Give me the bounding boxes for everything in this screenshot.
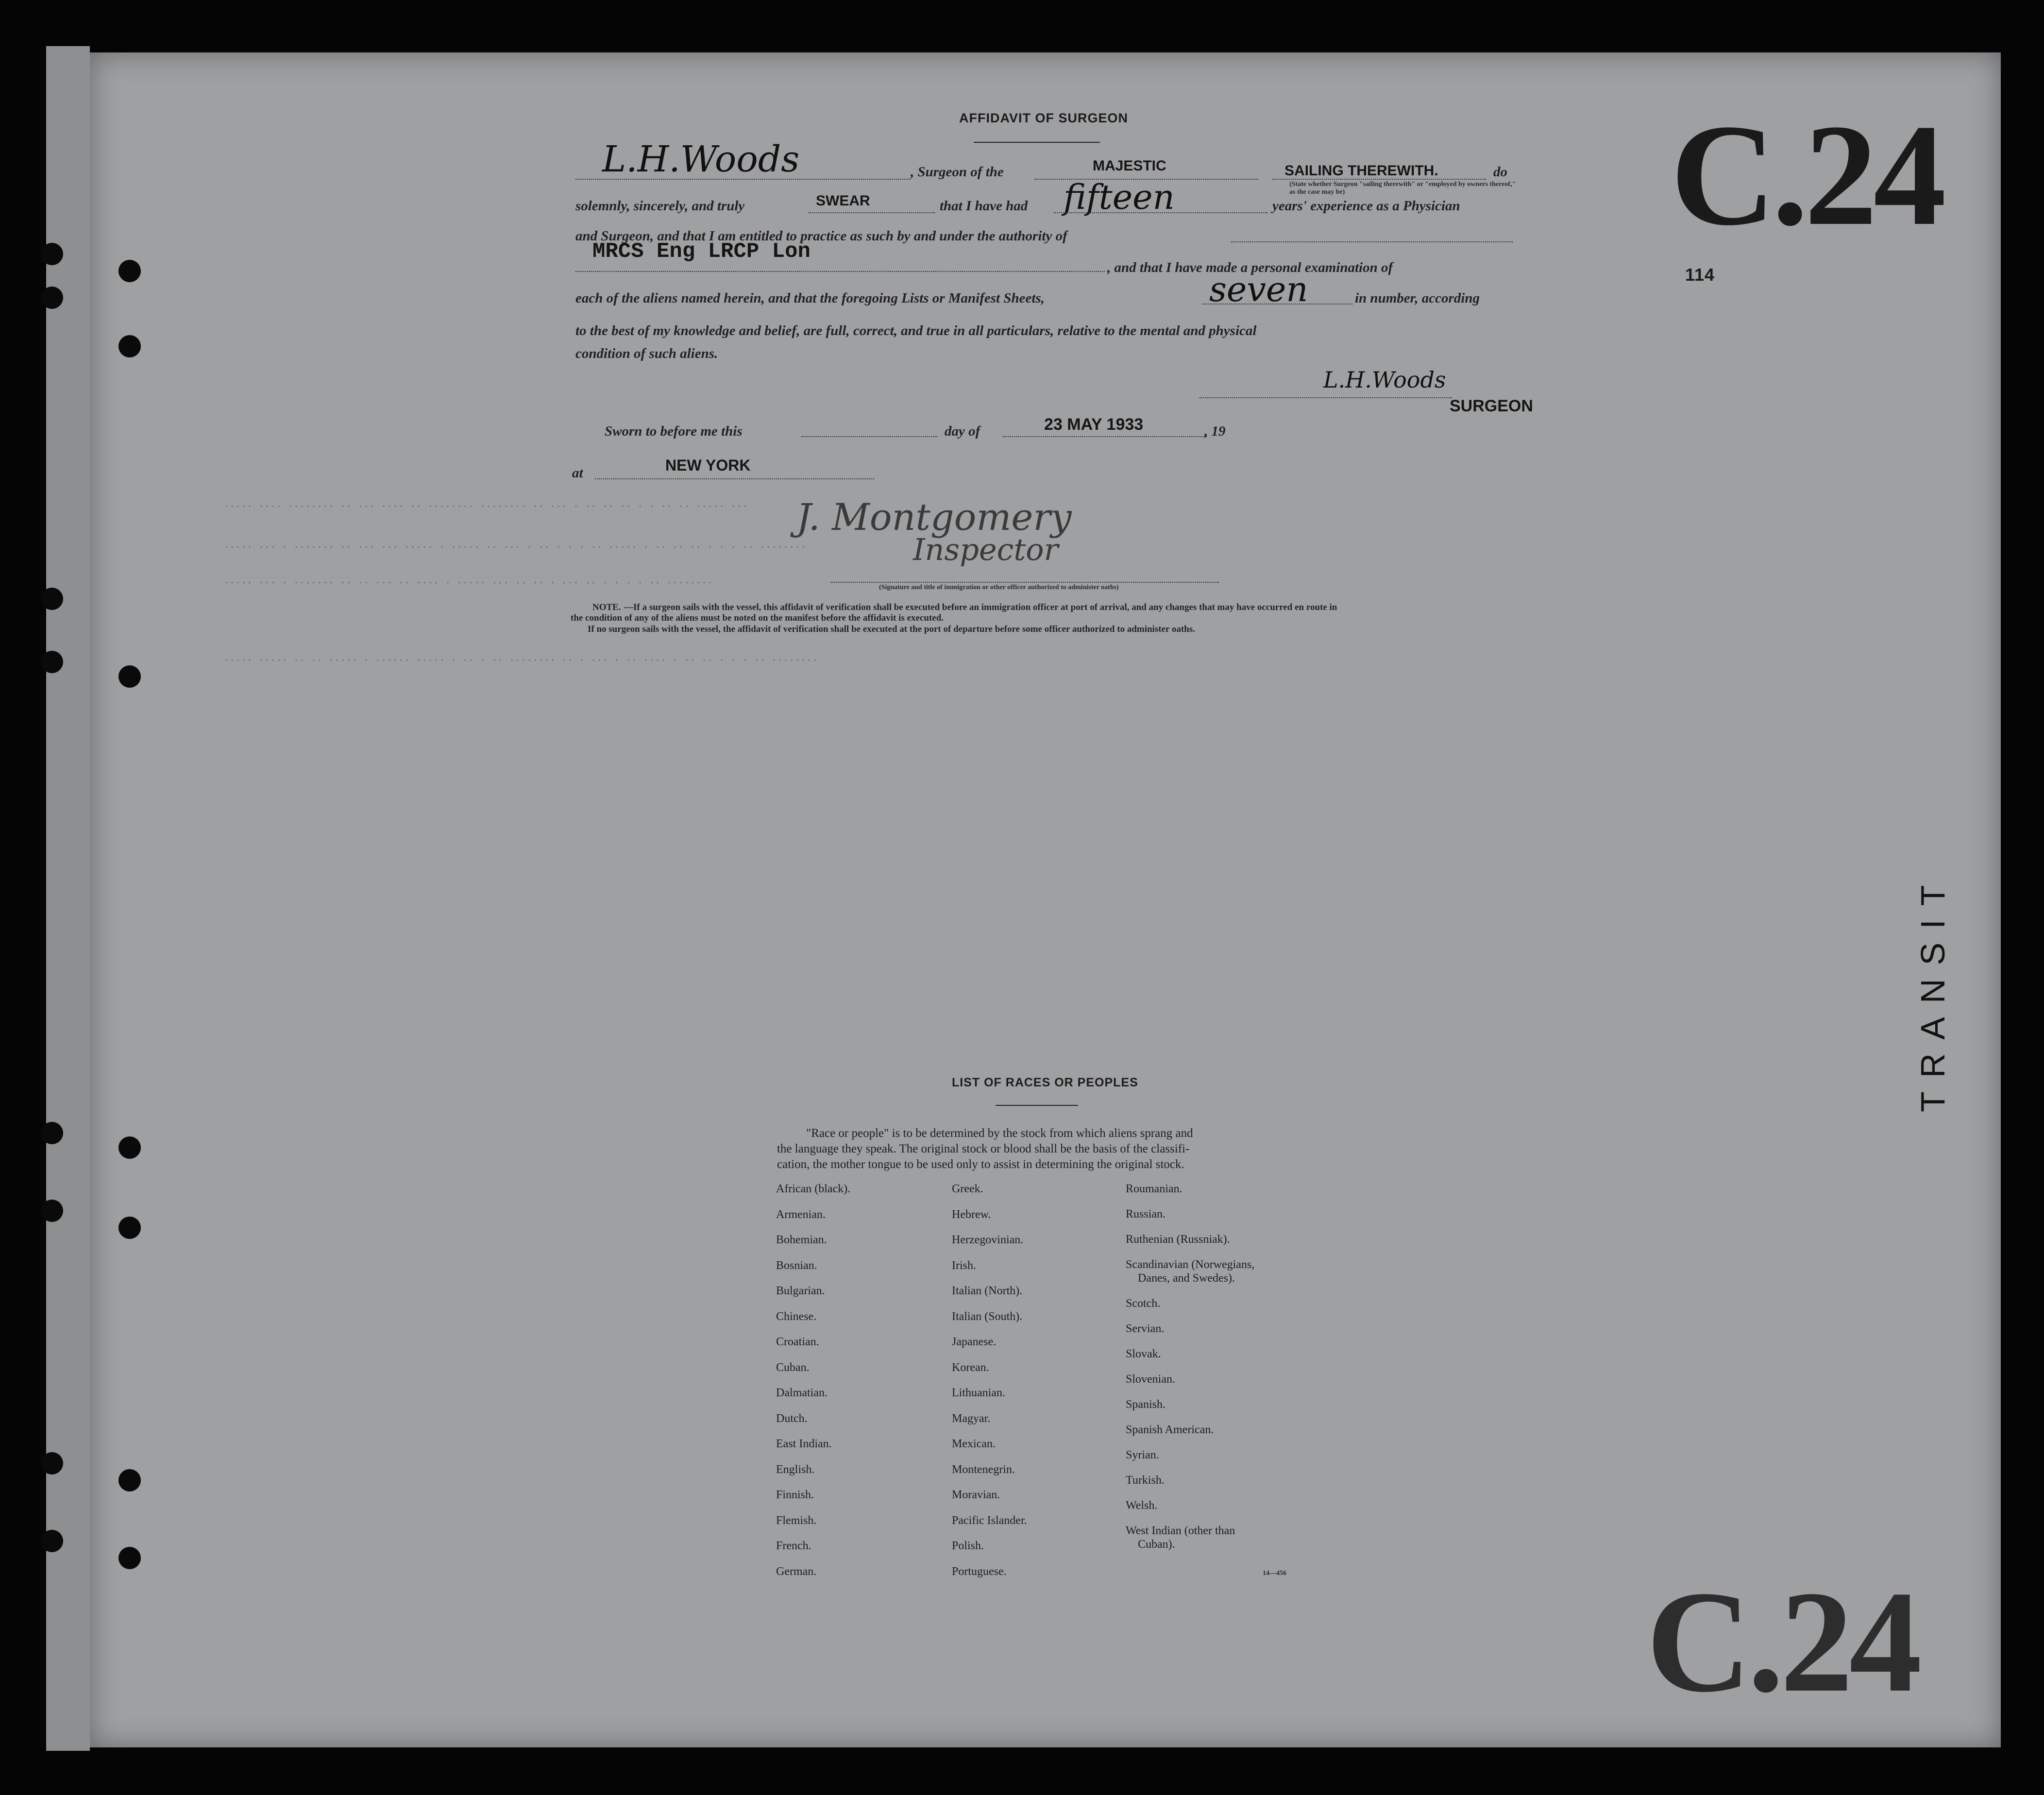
oath-word: SWEAR — [816, 193, 870, 209]
races-intro-line: "Race or people" is to be determined by the stock from which aliens sprang and — [806, 1127, 1193, 1140]
faded-manifest-row: ..... ... . ....... .. .. ... .. .... . ..... ... .. .. . ... .. . . . . .. ........ — [223, 576, 713, 587]
page-number: 114 — [1685, 265, 1715, 285]
race-item: Mexican. — [952, 1438, 996, 1450]
race-item: Syrian. — [1126, 1449, 1159, 1461]
officer-title: Inspector — [913, 532, 1059, 567]
races-title: LIST OF RACES OR PEOPLES — [952, 1076, 1138, 1089]
sworn-place: NEW YORK — [665, 457, 751, 474]
race-item: Italian (North). — [952, 1285, 1023, 1297]
oath-line — [809, 212, 935, 213]
race-item: Herzegovinian. — [952, 1234, 1024, 1246]
race-item: Portuguese. — [952, 1565, 1007, 1578]
race-item: Russian. — [1126, 1208, 1166, 1220]
race-item: Hebrew. — [952, 1208, 991, 1221]
race-item: French. — [776, 1540, 811, 1552]
race-item: Croatian. — [776, 1336, 819, 1348]
punch-hole — [118, 1217, 141, 1239]
race-item: Lithuanian. — [952, 1387, 1005, 1399]
punch-hole — [118, 1136, 141, 1159]
race-item: Bulgarian. — [776, 1285, 825, 1297]
note-text-1: —If a surgeon sails with the vessel, this affidavit of verification shall be executed before an immigration officer at port of arrival, and any changes that may have occurred en route in — [624, 602, 1337, 612]
surgeon-label: SURGEON — [1450, 397, 1533, 415]
races-rule — [996, 1105, 1078, 1106]
race-item: Greek. — [952, 1183, 983, 1195]
note-text-2: the condition of any of the aliens must be noted on the manifest before the affidavit is executed. — [571, 613, 944, 623]
punch-hole — [41, 287, 63, 309]
race-item: German. — [776, 1565, 817, 1578]
race-item: Spanish American. — [1126, 1423, 1214, 1436]
races-intro-line: the language they speak. The original stock or blood shall be the basis of the classifi- — [777, 1142, 1190, 1155]
punch-hole — [118, 665, 141, 688]
race-item: Cuban). — [1138, 1538, 1175, 1551]
race-item: Cuban. — [776, 1361, 810, 1374]
race-item: West Indian (other than — [1126, 1524, 1235, 1537]
officer-signature: J. Montgomery — [796, 495, 1072, 539]
sworn-text-b: day of — [945, 423, 980, 439]
race-item: Finnish. — [776, 1489, 814, 1501]
line6-text: to the best of my knowledge and belief, are full, correct, and true in all particulars, relative to the mental and physical — [575, 323, 1257, 339]
race-item: Dutch. — [776, 1412, 808, 1425]
punch-hole — [41, 1452, 63, 1474]
name-line — [575, 179, 911, 180]
race-item: Japanese. — [952, 1336, 997, 1348]
sworn-day-line — [801, 436, 937, 437]
note-text-3: If no surgeon sails with the vessel, the affidavit of verification shall be executed at the port of departure before some officer authorized to administer oaths. — [588, 624, 1195, 634]
race-item: Spanish. — [1126, 1398, 1166, 1411]
line2-text-b: that I have had — [940, 198, 1028, 214]
punch-hole — [41, 588, 63, 610]
line5-text-a: each of the aliens named herein, and that the foregoing Lists or Manifest Sheets, — [575, 290, 1045, 306]
title-rule — [974, 142, 1100, 143]
race-item: Chinese. — [776, 1310, 817, 1323]
race-item: English. — [776, 1463, 815, 1476]
race-item: Ruthenian (Russniak). — [1126, 1233, 1230, 1246]
line4-text: , and that I have made a personal examination of — [1107, 260, 1393, 275]
race-item: Montenegrin. — [952, 1463, 1015, 1476]
status-note: (State whether Surgeon "sailing therewith" or "employed by owners thereof," as the case may be) — [1289, 181, 1516, 196]
stamp-top: C.24 — [1671, 94, 1943, 255]
race-item: Flemish. — [776, 1514, 817, 1527]
year-prefix: , 19 — [1204, 423, 1226, 439]
signature-line — [1199, 397, 1452, 398]
race-item: Scandinavian (Norwegians, — [1126, 1258, 1255, 1271]
race-item: Bosnian. — [776, 1259, 817, 1272]
punch-hole — [41, 1200, 63, 1222]
race-item: Polish. — [952, 1540, 984, 1552]
punch-hole — [41, 1122, 63, 1144]
surgeon-name: L.H.Woods — [602, 138, 800, 180]
line2-text-c: years' experience as a Physician — [1272, 198, 1460, 214]
do-text: do — [1493, 164, 1507, 180]
officer-caption: (Signature and title of immigration or other officer authorized to administer oaths) — [879, 584, 1119, 591]
race-item: Irish. — [952, 1259, 976, 1272]
faded-manifest-row: ..... .... ........ .. ... .... .. ........ ........ .. ... . .. .. .. . . .. .. ..... ... — [223, 499, 748, 510]
line7-text: condition of such aliens. — [575, 346, 718, 361]
punch-hole — [41, 243, 63, 265]
race-item: Moravian. — [952, 1489, 1000, 1501]
authority-line-2 — [575, 271, 1105, 272]
race-item: Servian. — [1126, 1322, 1165, 1335]
punch-hole — [118, 335, 141, 357]
authority-line-1 — [1231, 241, 1513, 242]
race-item: Welsh. — [1126, 1499, 1158, 1512]
line1-text: , Surgeon of the — [911, 164, 1004, 180]
race-item: Armenian. — [776, 1208, 826, 1221]
race-item: Turkish. — [1126, 1474, 1165, 1487]
transit-stamp: TRANSIT — [1914, 871, 1952, 1112]
races-intro — [777, 1126, 1193, 1172]
race-item: East Indian. — [776, 1438, 832, 1450]
sworn-text-a: Sworn to before me this — [605, 423, 743, 439]
page-title: AFFIDAVIT OF SURGEON — [959, 111, 1128, 125]
ship-name: MAJESTIC — [1093, 158, 1166, 174]
sheets-line — [1202, 304, 1352, 305]
race-item: Slovak. — [1126, 1348, 1161, 1360]
faded-manifest-row: ..... ... . ....... .. ... ... ..... . ..... .. ... . .. . . . .. ..... . .. .. .. . . . .. ........ — [223, 540, 807, 551]
race-item: Bohemian. — [776, 1234, 827, 1246]
line3-text: and Surgeon, and that I am entitled to practice as such by and under the authority of — [575, 228, 1067, 244]
race-item: Danes, and Swedes). — [1138, 1272, 1235, 1285]
years-value: fifteen — [1064, 177, 1175, 217]
punch-hole — [41, 651, 63, 673]
officer-line — [830, 582, 1219, 583]
sailing-status: SAILING THEREWITH. — [1284, 163, 1438, 179]
race-item: Pacific Islander. — [952, 1514, 1027, 1527]
note-label: NOTE. — [592, 602, 621, 612]
race-item: Scotch. — [1126, 1297, 1161, 1310]
race-item: Slovenian. — [1126, 1373, 1175, 1386]
at-text: at — [572, 465, 583, 481]
race-item: Roumanian. — [1126, 1183, 1182, 1195]
line5-text-b: in number, according — [1355, 290, 1480, 306]
form-number: 14—456 — [1263, 1570, 1286, 1577]
race-item: Magyar. — [952, 1412, 991, 1425]
punch-hole — [118, 1547, 141, 1569]
sheets-value: seven — [1209, 270, 1308, 309]
line2-text-a: solemnly, sincerely, and truly — [575, 198, 745, 214]
sworn-date-line — [1003, 436, 1207, 437]
punch-hole — [118, 260, 141, 282]
race-item: Italian (South). — [952, 1310, 1023, 1323]
status-line — [1272, 179, 1486, 180]
form-sheet — [90, 52, 2001, 1747]
race-item: Korean. — [952, 1361, 989, 1374]
years-line — [1054, 212, 1267, 213]
authority-value: MRCS Eng LRCP Lon — [592, 239, 811, 264]
race-item: African (black). — [776, 1183, 851, 1195]
race-item: Dalmatian. — [776, 1387, 828, 1399]
races-intro-line: cation, the mother tongue to be used only to assist in determining the original stock. — [777, 1158, 1184, 1171]
place-line — [595, 478, 874, 479]
faded-manifest-row: ..... ..... .. .. ..... . ...... ..... . .. . .. ........ .. . ... . .. .... . .. .. . . . .. ........ — [223, 653, 818, 664]
surgeon-signature: L.H.Woods — [1323, 367, 1446, 393]
punch-hole — [41, 1530, 63, 1552]
stamp-bottom: C.24 — [1646, 1561, 1918, 1722]
punch-hole — [118, 1469, 141, 1491]
sworn-date: 23 MAY 1933 — [1044, 415, 1144, 434]
